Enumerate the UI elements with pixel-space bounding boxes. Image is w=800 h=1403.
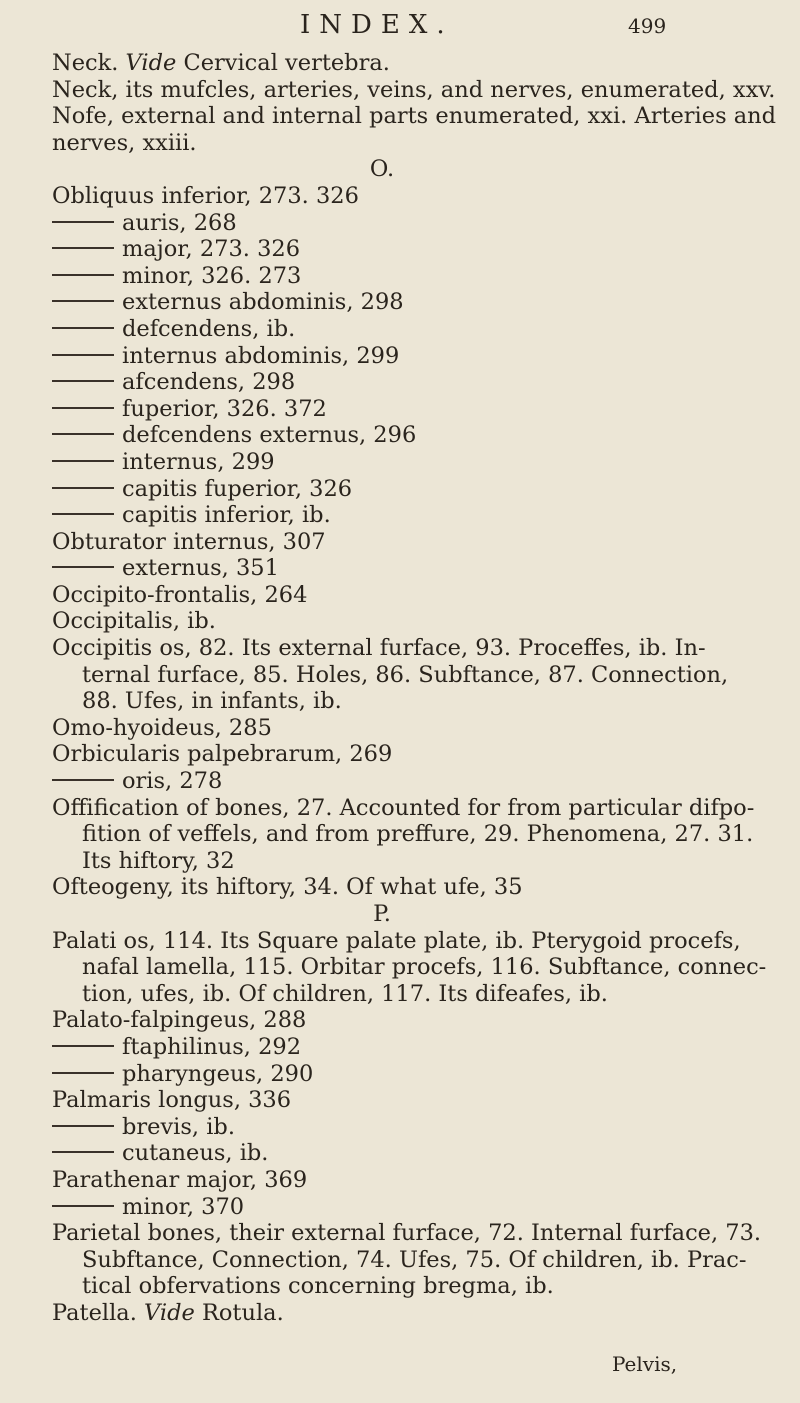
ditto-dash (52, 1072, 114, 1074)
section-letter (52, 156, 712, 183)
entry-text: tion, ufes, ib. Of children, 117. Its difeafes, ib. (82, 980, 608, 1007)
index-entry (52, 77, 782, 104)
entry-text: minor, 326. 273 (122, 262, 302, 289)
entry-text: Nofe, external and internal parts enumerated, xxi. Arteries and (52, 103, 777, 130)
index-subentry (52, 555, 782, 582)
index-subentry (52, 343, 782, 370)
ditto-dash (52, 1045, 114, 1047)
entry-text: fuperior, 326. 372 (122, 395, 327, 422)
entry-text: capitis inferior, ib. (122, 502, 331, 529)
entry-text: auris, 268 (122, 209, 237, 236)
index-subentry (52, 396, 782, 423)
entry-text: Omo-hyoideus, 285 (52, 714, 272, 741)
entry-text: Ofteogeny, its hiftory, 34. Of what ufe, 35 (52, 874, 523, 901)
entry-text: defcendens, ib. (122, 315, 296, 342)
index-entry (52, 715, 782, 742)
entry-text: P. (373, 901, 391, 927)
entry-text: major, 273. 326 (122, 236, 301, 263)
index-subentry (52, 289, 782, 316)
entry-text: Offification of bones, 27. Accounted for from particular difpo- (52, 794, 755, 821)
entry-text: ternal furface, 85. Holes, 86. Subftance, 87. Connection, (82, 661, 729, 688)
entry-text: Obliquus inferior, 273. 326 (52, 182, 359, 209)
index-entry (52, 1167, 782, 1194)
index-subentry (52, 768, 782, 795)
entry-text: nerves, xxiii. (52, 129, 197, 156)
entry-text: tical obfervations concerning bregma, ib. (82, 1273, 554, 1300)
index-entry (52, 183, 782, 210)
entry-text: Neck. Vide Cervical vertebra. (52, 50, 390, 76)
index-entry-continuation (52, 954, 782, 981)
index-subentry (52, 210, 782, 237)
index-subentry (52, 236, 782, 263)
index-entry (52, 529, 782, 556)
entry-text: Subftance, Connection, 74. Ufes, 75. Of children, ib. Prac- (82, 1246, 747, 1273)
entry-text: Palmaris longus, 336 (52, 1087, 292, 1114)
ditto-dash (52, 327, 114, 329)
index-subentry (52, 1140, 782, 1167)
entry-text: Its hiftory, 32 (82, 847, 235, 874)
index-entry (52, 50, 782, 77)
index-entry (52, 741, 782, 768)
ditto-dash (52, 407, 114, 409)
entry-text: Parietal bones, their external furface, 72. Internal furface, 73. (52, 1220, 762, 1247)
index-entry (52, 635, 782, 662)
entry-text: nafal lamella, 115. Orbitar procefs, 116. Subftance, connec- (82, 954, 767, 981)
entry-text: pharyngeus, 290 (122, 1060, 314, 1087)
index-entry-continuation (52, 688, 782, 715)
index-entries (52, 50, 782, 1327)
index-entry (52, 1220, 782, 1247)
index-entry-continuation (52, 981, 782, 1008)
entry-text: Patella. Vide Rotula. (52, 1299, 284, 1326)
index-entry-continuation (52, 662, 782, 689)
index-entry (52, 608, 782, 635)
entry-text: Palati os, 114. Its Square palate plate, ib. Pterygoid procefs, (52, 927, 741, 954)
entry-text: brevis, ib. (122, 1113, 235, 1140)
entry-text: Palato-falpingeus, 288 (52, 1007, 307, 1034)
index-subentry (52, 449, 782, 476)
index-subentry (52, 476, 782, 503)
entry-text: capitis fuperior, 326 (122, 475, 353, 502)
section-letter (52, 901, 712, 928)
entry-text: externus, 351 (122, 555, 279, 582)
catchword: Pelvis, (612, 1352, 678, 1376)
index-subentry (52, 1194, 782, 1221)
index-entry (52, 1087, 782, 1114)
entry-text: Occipitalis, ib. (52, 608, 216, 635)
index-entry-continuation (52, 821, 782, 848)
ditto-dash (52, 1125, 114, 1127)
ditto-dash (52, 274, 114, 276)
ditto-dash (52, 354, 114, 356)
index-subentry (52, 422, 782, 449)
entry-text: defcendens externus, 296 (122, 422, 417, 449)
entry-text: afcendens, 298 (122, 369, 296, 396)
entry-text: Orbicularis palpebrarum, 269 (52, 741, 393, 768)
entry-text: Occipito-frontalis, 264 (52, 581, 308, 608)
ditto-dash (52, 460, 114, 462)
index-entry (52, 130, 782, 157)
entry-text: internus abdominis, 299 (122, 342, 400, 369)
index-entry (52, 103, 782, 130)
entry-text: Neck, its mufcles, arteries, veins, and nerves, enumerated, xxv. (52, 76, 776, 103)
ditto-dash (52, 221, 114, 223)
index-entry (52, 1007, 782, 1034)
ditto-dash (52, 487, 114, 489)
index-entry-continuation (52, 1273, 782, 1300)
ditto-dash (52, 433, 114, 435)
entry-text: cutaneus, ib. (122, 1140, 269, 1167)
entry-text: oris, 278 (122, 768, 223, 795)
ditto-dash (52, 300, 114, 302)
index-subentry (52, 1034, 782, 1061)
ditto-dash (52, 1151, 114, 1153)
index-subentry (52, 316, 782, 343)
entry-text: fition of veffels, and from preffure, 29. Phenomena, 27. 31. (82, 821, 754, 848)
ditto-dash (52, 380, 114, 382)
index-subentry (52, 502, 782, 529)
ditto-dash (52, 247, 114, 249)
index-entry (52, 928, 782, 955)
entry-text: ftaphilinus, 292 (122, 1033, 302, 1060)
ditto-dash (52, 779, 114, 781)
page-number: 499 (628, 14, 667, 38)
index-subentry (52, 263, 782, 290)
ditto-dash (52, 513, 114, 515)
entry-text: 88. Ufes, in infants, ib. (82, 688, 342, 715)
index-entry-continuation (52, 848, 782, 875)
entry-text: Occipitis os, 82. Its external furface, 93. Proceffes, ib. In- (52, 635, 706, 662)
index-entry (52, 1300, 782, 1327)
page-header (0, 4, 800, 44)
index-entry (52, 582, 782, 609)
entry-text: Parathenar major, 369 (52, 1166, 308, 1193)
entry-text: minor, 370 (122, 1193, 245, 1220)
index-entry-continuation (52, 1247, 782, 1274)
index-subentry (52, 369, 782, 396)
running-title: INDEX. (300, 10, 454, 40)
entry-text: O. (369, 156, 395, 183)
entry-text: internus, 299 (122, 448, 275, 475)
index-entry (52, 795, 782, 822)
entry-text: externus abdominis, 298 (122, 289, 404, 316)
entry-text: Obturator internus, 307 (52, 528, 326, 555)
index-subentry (52, 1114, 782, 1141)
index-subentry (52, 1061, 782, 1088)
ditto-dash (52, 1205, 114, 1207)
index-entry (52, 874, 782, 901)
ditto-dash (52, 566, 114, 568)
